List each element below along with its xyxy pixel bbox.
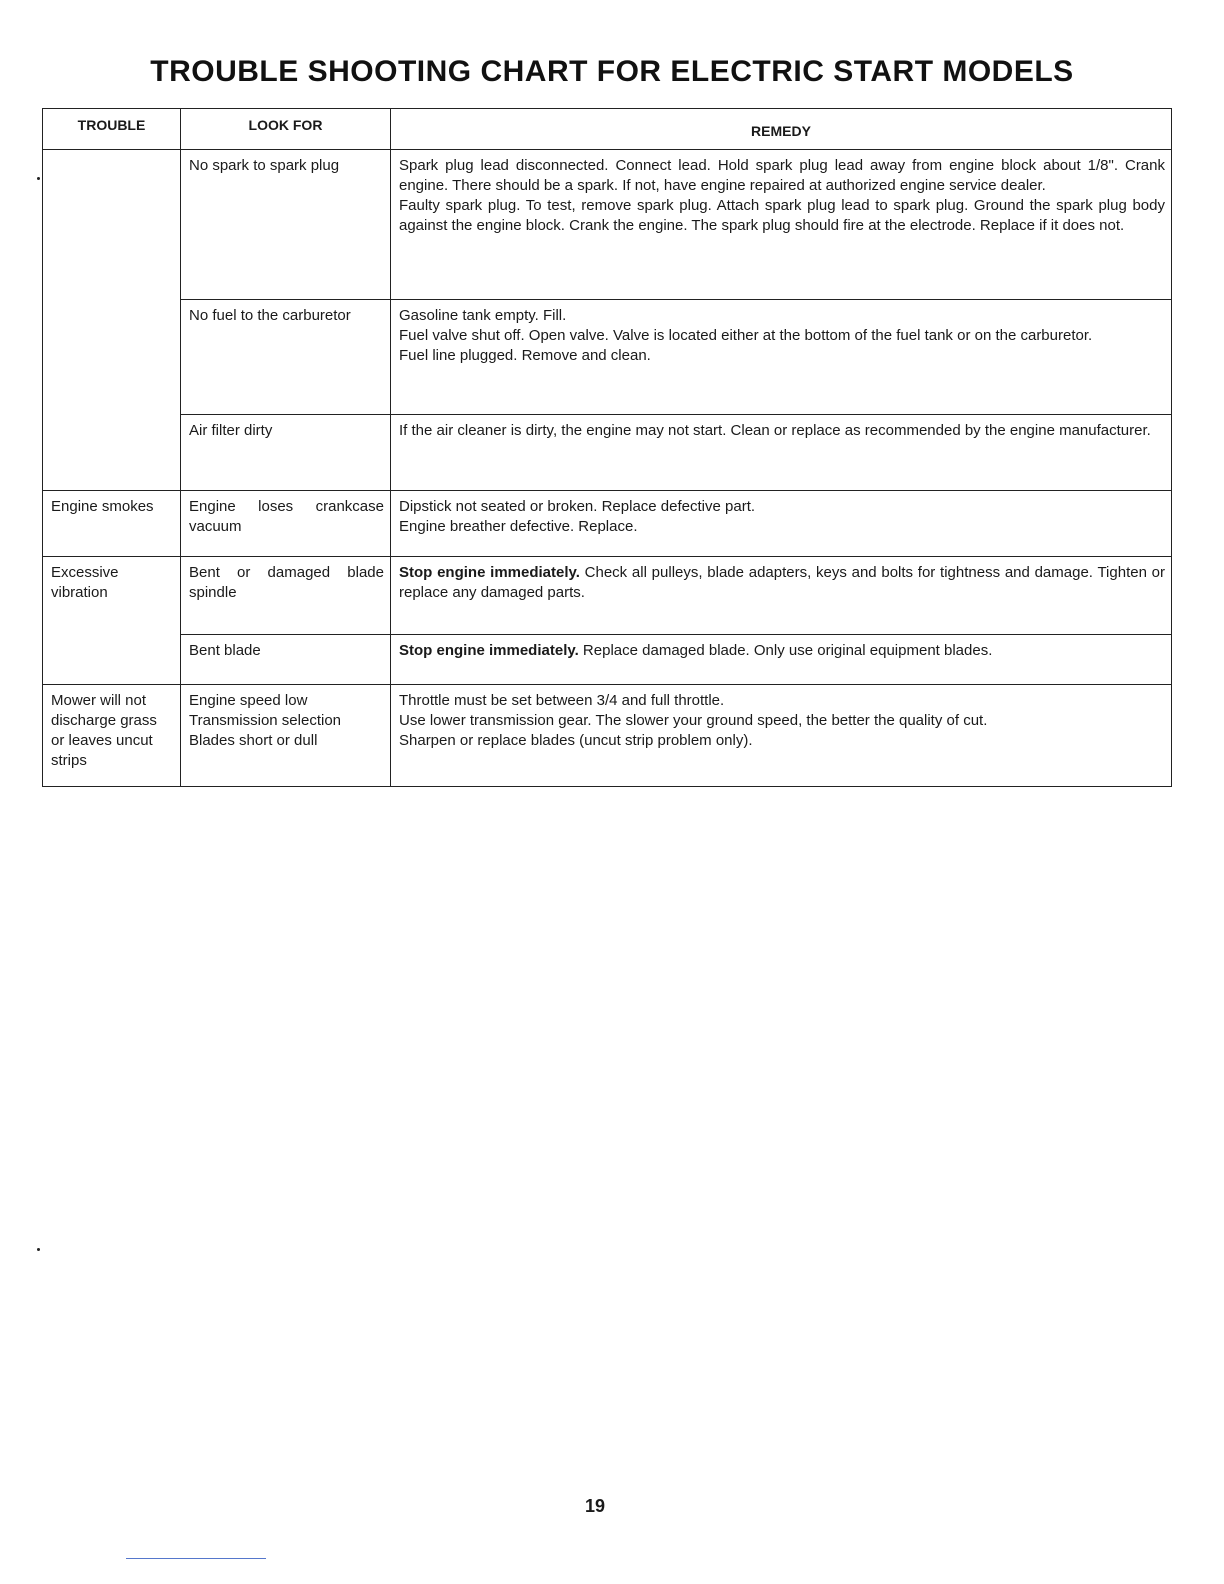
remedy-line: Sharpen or replace blades (uncut strip problem only).	[399, 732, 753, 749]
look-for-item: Air filter dirty	[189, 422, 273, 439]
remedy-cell	[391, 415, 1172, 491]
remedy-line: Use lower transmission gear. The slower your ground speed, the better the quality of cut.	[399, 712, 988, 729]
trouble-shooting-table	[42, 108, 1172, 787]
remedy-line: Fuel line plugged. Remove and clean.	[399, 347, 651, 364]
remedy-line: Engine breather defective. Replace.	[399, 518, 638, 535]
look-for-item: Transmission selection	[189, 712, 341, 729]
remedy-line: Dipstick not seated or broken. Replace defective part.	[399, 498, 756, 515]
look-for-cell	[181, 635, 391, 685]
look-for-cell	[181, 557, 391, 635]
remedy-cell	[391, 685, 1172, 787]
remedy-emphasis: Stop engine immediately.	[399, 564, 580, 581]
remedy-emphasis: Stop engine immediately.	[399, 642, 579, 659]
scan-speck	[37, 177, 40, 180]
trouble-cell: Engine smokes	[43, 491, 181, 557]
remedy-line: Spark plug lead disconnected. Connect lead. Hold spark plug lead away from engine block about 1/8". Crank engine. There should be a spark. If not, have engine repaired at authorized engine service dealer.	[399, 157, 1165, 194]
footer-rule	[126, 1558, 266, 1559]
remedy-cell	[391, 150, 1172, 300]
trouble-cell	[43, 150, 181, 491]
look-for-item: Bent blade	[189, 642, 261, 659]
look-for-item: Engine loses crankcase vacuum	[189, 498, 384, 535]
remedy-line	[399, 563, 1165, 603]
remedy-line: Gasoline tank empty. Fill.	[399, 307, 567, 324]
page-number: 19	[584, 1496, 606, 1516]
remedy-line: If the air cleaner is dirty, the engine may not start. Clean or replace as recommended by the engine manufacturer.	[399, 422, 1151, 439]
table-row	[43, 300, 1172, 415]
look-for-item: Bent or damaged blade spindle	[189, 564, 384, 601]
remedy-text: Replace damaged blade. Only use original equipment blades.	[578, 642, 993, 659]
look-for-item: No spark to spark plug	[189, 157, 340, 174]
header-remedy: REMEDY	[391, 109, 1172, 150]
header-trouble: TROUBLE	[43, 109, 181, 150]
remedy-text: Check all pulleys, blade adapters, keys and bolts for tightness and damage. Tighten or replace any damaged parts.	[399, 564, 1165, 601]
look-for-cell	[181, 150, 391, 300]
remedy-line: Fuel valve shut off. Open valve. Valve is located either at the bottom of the fuel tank or on the carburetor.	[399, 327, 1093, 344]
look-for-cell	[181, 491, 391, 557]
look-for-cell	[181, 685, 391, 787]
table-row	[43, 685, 1172, 787]
look-for-item: Blades short or dull	[189, 732, 318, 749]
table-header-row	[43, 109, 1172, 150]
scan-speck	[37, 1248, 40, 1251]
look-for-item: No fuel to the carburetor	[189, 307, 351, 324]
table-row	[43, 491, 1172, 557]
page-title: TROUBLE SHOOTING CHART FOR ELECTRIC START MODELS	[150, 55, 1074, 88]
remedy-line: Throttle must be set between 3/4 and full throttle.	[399, 692, 725, 709]
remedy-line	[399, 641, 1165, 661]
remedy-line: Faulty spark plug. To test, remove spark plug. Attach spark plug lead to spark plug. Ground the spark plug body against the engine block. Crank the engine. The spark plug should fire at the electrode. Replace if it does not.	[399, 197, 1165, 234]
header-look-for: LOOK FOR	[181, 109, 391, 150]
table-row	[43, 150, 1172, 300]
remedy-cell	[391, 300, 1172, 415]
table-row	[43, 635, 1172, 685]
remedy-cell	[391, 635, 1172, 685]
remedy-cell	[391, 557, 1172, 635]
remedy-cell	[391, 491, 1172, 557]
look-for-cell	[181, 415, 391, 491]
trouble-cell: Excessive vibration	[43, 557, 181, 685]
table-row	[43, 415, 1172, 491]
look-for-item: Engine speed low	[189, 692, 308, 709]
trouble-cell: Mower will not discharge grass or leaves uncut strips	[43, 685, 181, 787]
look-for-cell	[181, 300, 391, 415]
table-row	[43, 557, 1172, 635]
